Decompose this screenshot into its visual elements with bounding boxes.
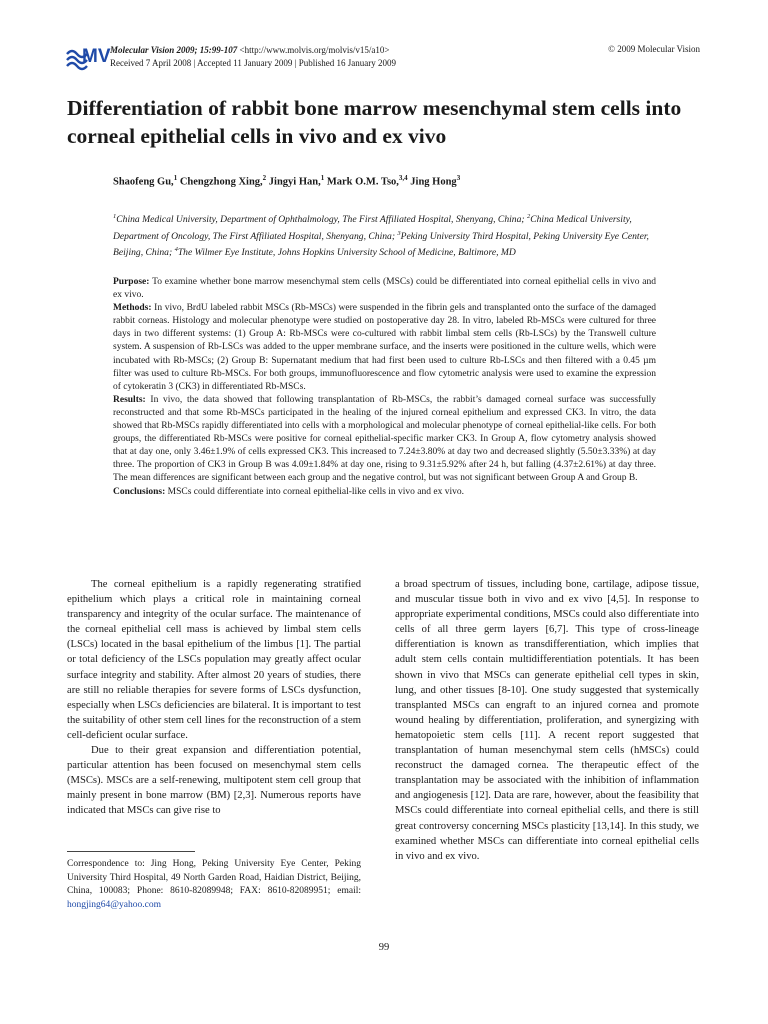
- abstract-methods: [113, 302, 656, 394]
- body-paragraph: Due to their great expansion and differentiation potential, particular attention has been focused on mesenchymal stem cells (MSCs). MSCs are a self-renewing, multipotent stem cell group that mainly present in bone marrow (BM) [2,3]. Numerous reports have indicated that MSCs can give rise to: [67, 745, 361, 817]
- affiliation-mark: 1: [113, 213, 117, 220]
- author-list: [113, 174, 460, 188]
- abstract-results: [113, 394, 656, 486]
- purpose-text: To examine whether bone marrow mesenchymal stem cells (MSCs) could be differentiated into corneal epithelial cells in vivo and ex vivo.: [113, 277, 656, 301]
- results-text: In vivo, the data showed that following transplantation of Rb-MSCs, the rabbit’s damaged corneal surface was successfully reconstructed and that some Rb-MSCs participated in the healing of the injured corneal epithelium and expressed CK3. In vitro, the data showed that Rb-MSCs rapidly differentiated into cells with a morphological and molecular phenotype of corneal epithelial-like cells. For both groups, the differentiated Rb-MSCs were positive for corneal epithelial-specific marker CK3. In Group A, flow cytometry analysis showed that at day one, only 3.46±1.9% of cells expressed CK3. This increased to 7.24±3.80% at day two and decreased slightly (5.50±3.33%) at day three. The proportion of CK3 in Group B was 4.09±1.84% at day one, rising to 9.31±5.92% after 24 h, but falling (4.37±2.61%) at day three. The mean differences are significant between each group and the negative control, but was not significant between Group A and Group B.: [113, 394, 656, 484]
- affiliation-mark: 3: [397, 229, 401, 237]
- body-column-left: [67, 577, 361, 819]
- logo-text: MV: [82, 46, 111, 67]
- body-column-right: [395, 577, 699, 864]
- affiliations: [113, 210, 673, 260]
- abstract-conclusions: [113, 486, 656, 499]
- footnote-divider: [67, 851, 195, 852]
- abstract-purpose: [113, 276, 656, 302]
- body-paragraph: The corneal epithelium is a rapidly regenerating stratified epithelium which plays a critical role in maintaining corneal transparency and integrity of the ocular surface. The maintenance of the corneal epithelial cell mass is achieved by limbal stem cells (LSCs) located in the basal epithelium of the limbus [1]. The partial or total deficiency of the LSCs population may greatly affect ocular surface integrity and stability. After almost 20 years of studies, there are still no reliable therapies for severe forms of LSCs dysfunction, especially when LSCs deficiencies are bilateral. It is important to test the suitability of other stem cell lines for the reconstruction of a stem cell-deficient ocular surface.: [67, 579, 361, 741]
- affiliation-text: China Medical University, Department of Oncology, The First Affiliated Hospital, Shenyang, China;: [113, 214, 632, 242]
- page-number: 99: [378, 942, 390, 953]
- journal-url[interactable]: <http://www.molvis.org/molvis/v15/a10>: [239, 45, 390, 55]
- journal-citation: [110, 44, 396, 70]
- author-affiliation-mark: 3,4: [398, 174, 408, 182]
- affiliation-mark: 2: [526, 213, 531, 220]
- conclusions-text: MSCs could differentiate into corneal epithelial-like cells in vivo and ex vivo.: [165, 486, 465, 497]
- paper-title: Differentiation of rabbit bone marrow mesenchymal stem cells into corneal epithelial cells in vivo and ex vivo: [67, 96, 682, 148]
- author-affiliation-mark: 1: [173, 174, 178, 182]
- copyright-notice: © 2009 Molecular Vision: [608, 44, 700, 54]
- author-affiliation-mark: 2: [262, 174, 267, 182]
- body-paragraph: a broad spectrum of tissues, including bone, cartilage, adipose tissue, and muscular tissue both in vivo and ex vivo [4,5]. In response to appropriate experimental conditions, MSCs could also differentiate into cells of all three germ layers [6,7]. This type of cross-lineage differentiation is known as transdifferentiation, which implies that adult stem cells contain multidifferentiation potentials. It has been shown in vivo that MSCs can generate epithelial cell types in skin, lung, and other tissues [8-10]. One study suggested that systemically transplanted MSCs can engraft to an injured cornea and promote wound healing by differentiation, proliferation, and synergizing with hematopoietic stem cells [11]. A recent report suggested that transplantation of human mesenchymal stem cells (hMSCs) could reconstruct the damaged cornea. The therapeutic effect of the transplantation may be associated with the inhibition of inflammation and angiogenesis [12]. Data are rare, however, about the feasibility that MSCs could differentiate into corneal epithelial cells, and there is still great controversy concerning MSCs plasticity [13,14]. In this study, we examined whether MSCs can differentiate into corneal epithelial cells in vivo and ex vivo.: [395, 579, 700, 862]
- author-name: Shaofeng Gu,: [113, 176, 174, 188]
- author-name: Chengzhong Xing,: [179, 176, 263, 188]
- affiliation-text: The Wilmer Eye Institute, Johns Hopkins University School of Medicine, Baltimore, MD: [177, 247, 516, 259]
- methods-text: In vivo, BrdU labeled rabbit MSCs (Rb-MSCs) were suspended in the fibrin gels and transplanted onto the surface of the damaged rabbit corneas. Histology and molecular phenotype were studied on postoperative day 28. In vitro, labeled Rb-MSCs were cultured for three days in two different systems: (1) Group A: Rb-MSCs were co-cultured with rabbit limbal stem cells (Rb-LSCs) by the Transwell culture system. A suspension of Rb-LSCs was added to the upper membrane surface, and the inserts were positioned in the culture wells, which were incubated with Rb-MSCs; (2) Group B: Supernatant medium that had first been used to culture Rb-LSCs and then filtered with a 0.45 µm filter was used to culture Rb-MSCs. For both groups, immunofluorescence and flow cytometric analysis were used to examine the expression of cytokeratin 3 (CK3) in differentiated Rb-MSCs.: [113, 303, 656, 392]
- journal-logo: [66, 44, 111, 72]
- author-name: Jingyi Han,: [268, 176, 321, 188]
- abstract: [113, 276, 656, 499]
- journal-name: Molecular Vision 2009; 15:99-107: [110, 45, 238, 55]
- conclusions-label: Conclusions:: [113, 486, 166, 497]
- affiliation-mark: 4: [174, 246, 178, 254]
- results-label: Results:: [113, 394, 146, 405]
- author-name: Mark O.M. Tso,: [326, 176, 399, 188]
- author-name: Jing Hong: [410, 176, 457, 188]
- author-affiliation-mark: 3: [456, 174, 461, 182]
- affiliation-text: China Medical University, Department of Ophthalmology, The First Affiliated Hospital, Shenyang, China;: [116, 214, 527, 226]
- correspondence-note: [67, 858, 361, 912]
- publication-dates: Received 7 April 2008 | Accepted 11 January 2009 | Published 16 January 2009: [110, 58, 396, 68]
- email-link[interactable]: hongjing64@yahoo.com: [67, 899, 161, 910]
- purpose-label: Purpose:: [113, 277, 150, 287]
- affiliation-text: Peking University Third Hospital, Peking University Eye Center, Beijing, China;: [113, 230, 649, 259]
- correspondence-text: Correspondence to: Jing Hong, Peking University Eye Center, Peking University Third Hospital, 49 North Garden Road, Haidian District, Beijing, China, 100083; Phone: 8610-82089948; FAX: 8610-82089951; email:: [67, 859, 361, 896]
- methods-label: Methods:: [113, 303, 152, 314]
- author-affiliation-mark: 1: [320, 174, 325, 182]
